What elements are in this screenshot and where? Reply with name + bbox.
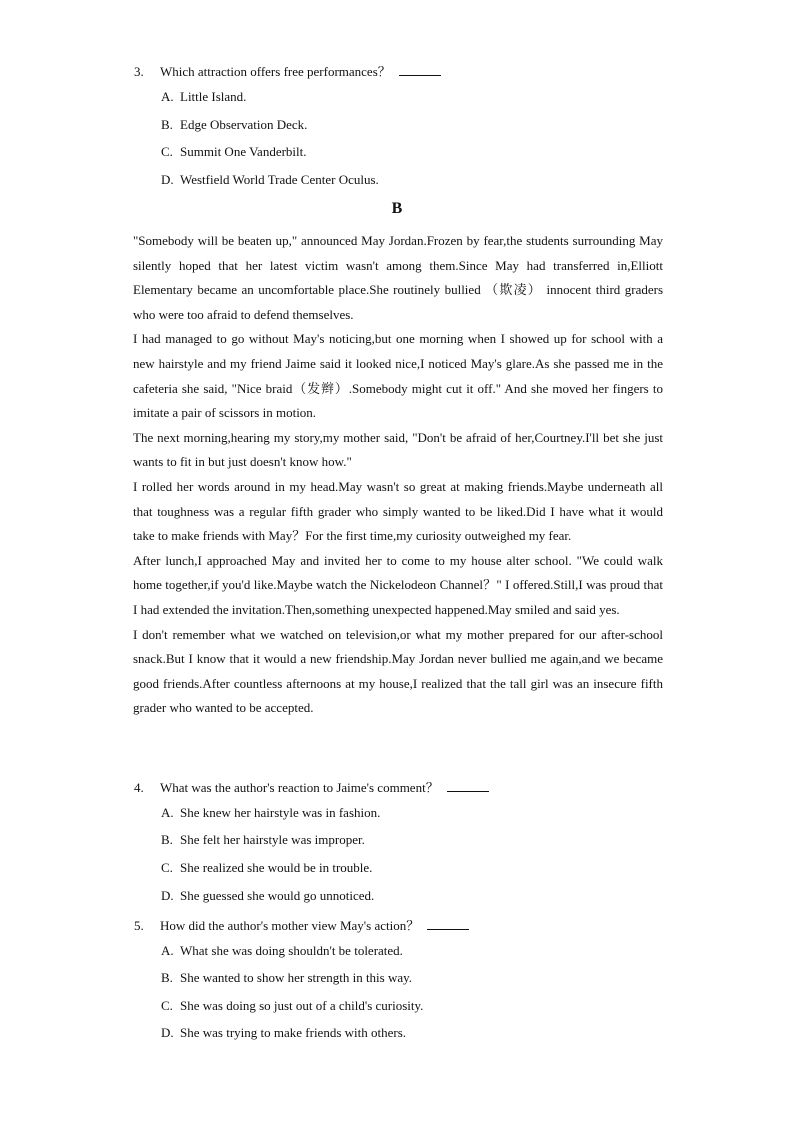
question-4-option-a <box>161 805 380 821</box>
question-4-option-b <box>161 832 365 848</box>
option-letter: A. <box>161 89 174 104</box>
passage-paragraph: I don't remember what we watched on television,or what my mother prepared for our after-school snack.But I know that it would a new friendship.May Jordan never bullied me again,and we became good friends.After countless afternoons at my house,I realized that the tall girl was an insecure fifth grader who wanted to be accepted. <box>133 626 663 716</box>
question-number: 4. <box>134 780 144 795</box>
option-letter: B. <box>161 970 173 985</box>
reading-passage <box>133 229 663 721</box>
option-text: She realized she would be in trouble. <box>180 860 373 875</box>
option-text: Little Island. <box>180 89 247 104</box>
answer-blank <box>447 781 489 792</box>
option-letter: A. <box>161 943 174 958</box>
passage-paragraph: I rolled her words around in my head.May wasn't so great at making friends.Maybe underneath all that toughness was a regular fifth grader who simply wanted to be liked.Did I have what it would take to make friends with May？For the first time,my curiosity outweighed my fear. <box>133 478 663 544</box>
option-letter: D. <box>161 172 174 187</box>
question-3-option-d <box>161 172 379 188</box>
question-4-option-d <box>161 888 374 904</box>
question-5-stem <box>134 915 469 934</box>
question-4-option-c <box>161 860 372 876</box>
option-letter: C. <box>161 860 173 875</box>
question-text: How did the author's mother view May's action？ <box>160 918 420 933</box>
question-5-option-d <box>161 1025 406 1041</box>
option-text: Westfield World Trade Center Oculus. <box>180 172 379 187</box>
option-letter: A. <box>161 805 174 820</box>
question-number: 5. <box>134 918 144 933</box>
option-text: Summit One Vanderbilt. <box>180 144 307 159</box>
option-text: She felt her hairstyle was improper. <box>180 832 365 847</box>
option-letter: D. <box>161 1025 174 1040</box>
option-letter: C. <box>161 144 173 159</box>
question-5-option-c <box>161 998 423 1014</box>
passage-paragraph: The next morning,hearing my story,my mother said, "Don't be afraid of her,Courtney.I'll bet she just wants to fit in but just doesn't know how." <box>133 429 663 470</box>
question-4-stem <box>134 777 489 796</box>
question-3-stem <box>134 61 441 80</box>
question-3-option-b <box>161 117 307 133</box>
option-letter: B. <box>161 832 173 847</box>
answer-blank <box>427 919 469 930</box>
question-3-option-c <box>161 144 307 160</box>
question-text: Which attraction offers free performances？ <box>160 64 391 79</box>
question-number: 3. <box>134 64 144 79</box>
answer-blank <box>399 65 441 76</box>
option-letter: B. <box>161 117 173 132</box>
section-title: B <box>391 200 403 217</box>
option-text: She was trying to make friends with others. <box>180 1025 407 1040</box>
question-5-option-a <box>161 943 403 959</box>
passage-paragraph: "Somebody will be beaten up," announced May Jordan.Frozen by fear,the students surrounding May silently hoped that her latest victim wasn't among them.Since May had transferred in,Elliott Elementary became an uncomfortable place.She routinely bullied （欺凌） innocent third graders who were too afraid to defend themselves. <box>133 233 663 322</box>
question-5-option-b <box>161 970 412 986</box>
option-letter: D. <box>161 888 174 903</box>
passage-paragraph: I had managed to go without May's noticing,but one morning when I showed up for school with a new hairstyle and my friend Jaime said it looked nice,I noticed May's glare.As she passed me in the cafeteria she said, "Nice braid（发辫）.Somebody might cut it off." And she moved her fingers to imitate a pair of scissors in motion. <box>133 331 663 421</box>
question-text: What was the author's reaction to Jaime's comment？ <box>160 780 439 795</box>
option-text: She was doing so just out of a child's curiosity. <box>180 998 424 1013</box>
passage-paragraph: After lunch,I approached May and invited her to come to my house alter school. "We could walk home together,if you'd like.Maybe watch the Nickelodeon Channel？" I offered.Still,I was proud that I had extended the invitation.Then,something unexpected happened.May smiled and said yes. <box>133 552 663 617</box>
option-text: She guessed she would go unnoticed. <box>180 888 375 903</box>
option-text: She wanted to show her strength in this way. <box>180 970 413 985</box>
option-text: She knew her hairstyle was in fashion. <box>180 805 381 820</box>
option-letter: C. <box>161 998 173 1013</box>
question-3-option-a <box>161 89 246 105</box>
option-text: What she was doing shouldn't be tolerated. <box>180 943 403 958</box>
option-text: Edge Observation Deck. <box>180 117 308 132</box>
